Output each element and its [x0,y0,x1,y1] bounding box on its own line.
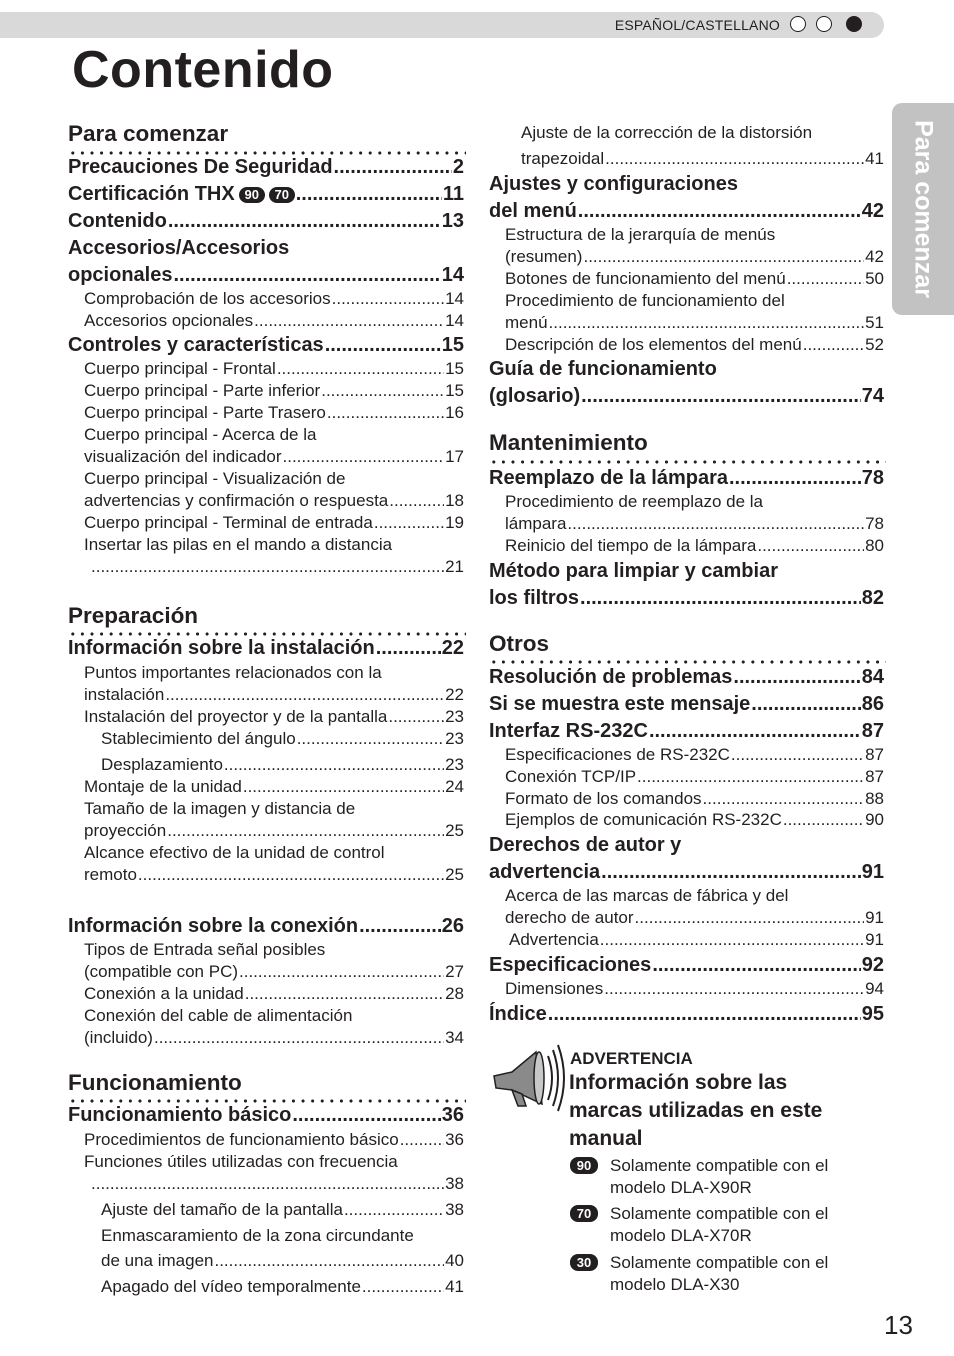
megaphone-icon [490,1042,568,1112]
toc-subentry[interactable]: remoto ..... 25 [84,865,464,885]
toc-subentry: Tipos de Entrada señal posibles [84,940,326,959]
toc-subentry[interactable]: lámpara ..... 78 [505,514,884,534]
toc-entry: Ajustes y configuraciones [489,173,738,195]
toc-subentry: Alcance efectivo de la unidad de control [84,843,385,862]
model-90-badge: 90 [239,187,265,203]
toc-subentry[interactable]: Apagado del vídeo temporalmente ..... 41 [101,1277,464,1297]
toc-subentry[interactable]: (compatible con PC) ..... 27 [84,962,464,982]
toc-entry: Derechos de autor y [489,834,682,856]
toc-subentry[interactable]: derecho de autor ..... 91 [505,908,884,928]
indicator-circle-empty-icon [790,16,806,32]
warning-heading-line: manual [569,1127,643,1150]
toc-entry[interactable]: Información sobre la conexión ..... 26 [68,915,464,938]
toc-entry[interactable]: los filtros ..... 82 [489,587,884,610]
toc-subentry[interactable]: Cuerpo principal - Terminal de entrada ..... 19 [84,513,464,533]
toc-subentry: Tamaño de la imagen y distancia de [84,799,356,818]
toc-entry[interactable]: del menú ..... 42 [489,200,884,223]
toc-subentry[interactable]: Reinicio del tiempo de la lámpara ..... 80 [505,536,884,556]
toc-entry[interactable]: Interfaz RS-232C ..... 87 [489,720,884,743]
toc-subentry[interactable]: (incluido) ..... 34 [84,1028,464,1048]
toc-subentry[interactable]: Ejemplos de comunicación RS-232C ..... 90 [505,810,884,830]
toc-subentry[interactable]: Cuerpo principal - Frontal ..... 15 [84,359,464,379]
toc-entry[interactable]: Precauciones De Seguridad ..... 2 [68,156,464,179]
toc-subentry[interactable]: ..... 38 [90,1174,464,1194]
compat-item-30: 30 Solamente compatible con el modelo DLA-X30 [570,1252,828,1296]
toc-entry[interactable]: advertencia ..... 91 [489,861,884,884]
toc-subentry[interactable]: menú ..... 51 [505,313,884,333]
toc-entry[interactable]: Resolución de problemas ..... 84 [489,666,884,689]
toc-entry[interactable]: Reemplazo de la lámpara ..... 78 [489,467,884,490]
toc-entry[interactable]: Especificaciones ..... 92 [489,954,884,977]
toc-subentry[interactable]: Conexión a la unidad ..... 28 [84,984,464,1004]
toc-subentry: Conexión del cable de alimentación [84,1006,353,1025]
toc-subentry: Cuerpo principal - Acerca de la [84,425,317,444]
toc-subentry[interactable]: Accesorios opcionales ..... 14 [84,311,464,331]
toc-subentry[interactable]: Especificaciones de RS-232C ..... 87 [505,745,884,765]
toc-subentry: Puntos importantes relacionados con la [84,663,382,682]
indicator-circle-filled-icon [846,16,862,32]
toc-entry[interactable]: Información sobre la instalación ..... 22 [68,637,464,660]
toc-subentry[interactable]: ..... 21 [90,557,464,577]
toc-entry[interactable]: Índice ..... 95 [489,1003,884,1026]
toc-entry[interactable]: Contenido ..... 13 [68,210,464,233]
toc-entry: Método para limpiar y cambiar [489,560,778,582]
toc-subentry[interactable]: Stablecimiento del ángulo ..... 23 [101,729,464,749]
toc-subentry[interactable]: Advertencia ..... 91 [509,930,884,950]
toc-subentry: Cuerpo principal - Visualización de [84,469,346,488]
toc-subentry[interactable]: Formato de los comandos ..... 88 [505,789,884,809]
toc-subentry[interactable]: de una imagen ..... 40 [101,1251,464,1271]
toc-subentry[interactable]: Procedimientos de funcionamiento básico ..... 36 [84,1130,464,1150]
toc-entry[interactable]: Si se muestra este mensaje ..... 86 [489,693,884,716]
side-tab [892,103,954,315]
toc-subentry: Insertar las pilas en el mando a distancia [84,535,393,554]
toc-entry[interactable]: (glosario) ..... 74 [489,385,884,408]
compat-item-90: 90 Solamente compatible con el modelo DLA-X90R [570,1155,828,1199]
toc-entry[interactable]: Controles y características ..... 15 [68,334,464,357]
dotted-divider [489,660,886,664]
toc-subentry[interactable]: trapezoidal ..... 41 [521,149,884,169]
compat-item-70: 70 Solamente compatible con el modelo DLA-X70R [570,1203,828,1247]
model-90-badge: 90 [570,1157,598,1174]
language-bar [0,12,884,38]
toc-subentry: Procedimiento de reemplazo de la [505,492,763,511]
toc-subentry[interactable]: Dimensiones ..... 94 [505,979,884,999]
toc-entry[interactable]: Certificación THX 90 70 ..... 11 [68,183,464,206]
toc-subentry: Funciones útiles utilizadas con frecuencia [84,1152,398,1171]
language-label: ESPAÑOL/CASTELLANO [614,17,780,33]
toc-subentry[interactable]: Botones de funcionamiento del menú ..... 50 [505,269,884,289]
model-70-badge: 70 [570,1205,598,1222]
warning-heading-line: Información sobre las [569,1071,788,1094]
toc-subentry[interactable]: visualización del indicador ..... 17 [84,447,464,467]
model-70-badge: 70 [269,187,295,203]
dotted-divider [68,151,466,155]
toc-subentry: Acerca de las marcas de fábrica y del [505,886,789,905]
section-heading: Otros [489,631,550,656]
toc-subentry[interactable]: Instalación del proyector y de la pantalla ..... 23 [84,707,464,727]
toc-subentry: Ajuste de la corrección de la distorsión [521,123,813,142]
toc-subentry[interactable]: Montaje de la unidad ..... 24 [84,777,464,797]
page-title: Contenido [72,41,334,99]
toc-entry[interactable]: Funcionamiento básico ..... 36 [68,1104,464,1127]
warning-heading-line: marcas utilizadas en este [569,1099,823,1122]
toc-entry[interactable]: opcionales ..... 14 [68,264,464,287]
toc-subentry[interactable]: Cuerpo principal - Parte inferior ..... 15 [84,381,464,401]
indicator-circle-empty-icon [816,16,832,32]
section-heading: Mantenimiento [489,430,648,455]
dotted-divider [68,632,466,636]
toc-subentry[interactable]: instalación ..... 22 [84,685,464,705]
toc-subentry[interactable]: proyección ..... 25 [84,821,464,841]
side-tab-label: Para comenzar [909,120,938,298]
toc-subentry[interactable]: Descripción de los elementos del menú ..... 52 [505,335,884,355]
toc-subentry: Procedimiento de funcionamiento del [505,291,785,310]
toc-subentry[interactable]: Conexión TCP/IP ..... 87 [505,767,884,787]
warning-label: ADVERTENCIA [570,1049,693,1068]
section-heading: Preparación [68,603,199,628]
page-number: 13 [884,1310,913,1340]
dotted-divider [68,1099,466,1103]
toc-entry: Accesorios/Accesorios [68,237,290,259]
section-heading: Para comenzar [68,121,229,146]
toc-subentry[interactable]: Desplazamiento ..... 23 [101,755,464,775]
section-heading: Funcionamiento [68,1070,242,1095]
toc-subentry[interactable]: advertencias y confirmación o respuesta ..... 18 [84,491,464,511]
toc-subentry[interactable]: Cuerpo principal - Parte Trasero ..... 16 [84,403,464,423]
toc-subentry: Enmascaramiento de la zona circundante [101,1226,414,1245]
toc-subentry[interactable]: (resumen) ..... 42 [505,247,884,267]
toc-entry: Guía de funcionamiento [489,358,717,380]
toc-subentry[interactable]: Ajuste del tamaño de la pantalla ..... 38 [101,1200,464,1220]
model-30-badge: 30 [570,1254,598,1271]
dotted-divider [489,460,886,464]
toc-subentry: Estructura de la jerarquía de menús [505,225,776,244]
toc-subentry[interactable]: Comprobación de los accesorios ..... 14 [84,289,464,309]
